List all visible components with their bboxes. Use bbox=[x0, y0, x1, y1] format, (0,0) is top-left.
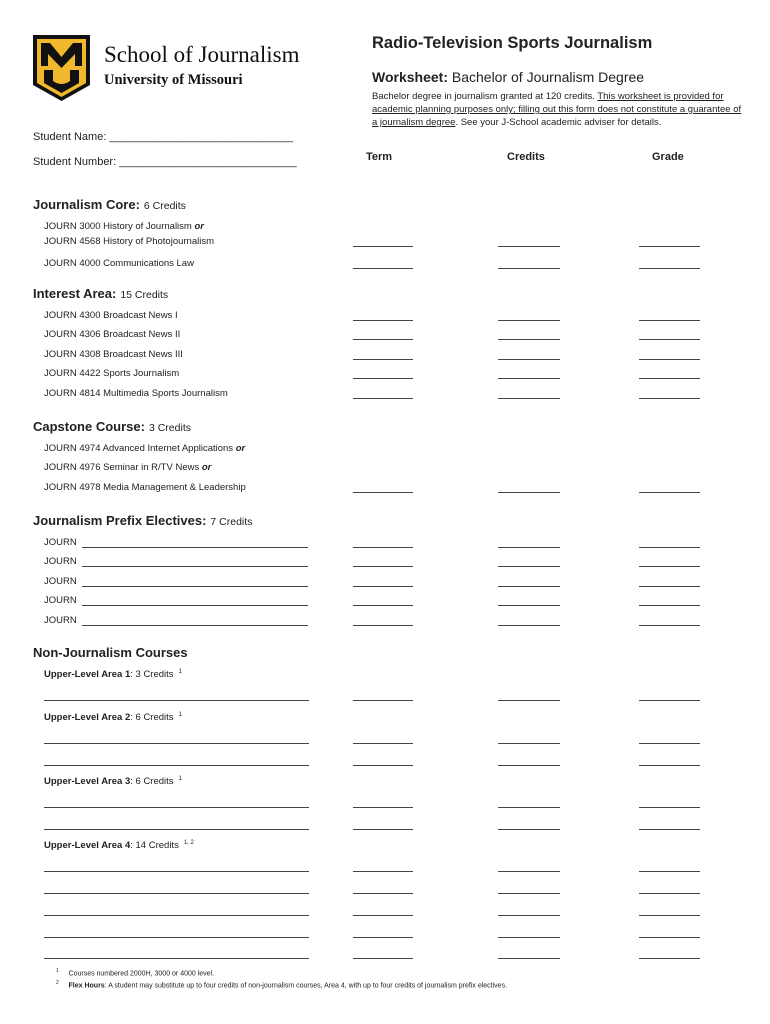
course-row: JOURN 4300 Broadcast News I bbox=[44, 310, 178, 321]
term-blank[interactable] bbox=[353, 605, 413, 606]
grade-blank[interactable] bbox=[639, 700, 700, 701]
course-row: JOURN 4308 Broadcast News III bbox=[44, 349, 183, 360]
mizzou-logo bbox=[33, 35, 90, 101]
area-2-label bbox=[44, 712, 182, 723]
journ-blank[interactable] bbox=[82, 605, 308, 606]
grade-blank[interactable] bbox=[639, 743, 700, 744]
term-blank[interactable] bbox=[353, 398, 413, 399]
grade-blank[interactable] bbox=[639, 937, 700, 938]
term-blank[interactable] bbox=[353, 566, 413, 567]
course-name-blank[interactable] bbox=[44, 937, 309, 938]
area-1-label bbox=[44, 669, 182, 680]
course-row: JOURN 4306 Broadcast News II bbox=[44, 329, 181, 340]
grade-blank[interactable] bbox=[639, 958, 700, 959]
section-credits: 7 Credits bbox=[210, 516, 253, 528]
elective-label: JOURN bbox=[44, 537, 77, 548]
course-name: JOURN 3000 History of Journalism bbox=[44, 221, 192, 232]
course-row bbox=[44, 462, 211, 473]
credits-blank[interactable] bbox=[498, 492, 560, 493]
grade-blank[interactable] bbox=[639, 605, 700, 606]
note-tail: . See your J-School academic adviser for details. bbox=[455, 117, 662, 128]
course-name-blank[interactable] bbox=[44, 915, 309, 916]
footnote-ref: 1 bbox=[178, 669, 182, 675]
course-name-blank[interactable] bbox=[44, 765, 309, 766]
footnote-number: 2 bbox=[56, 980, 59, 986]
journ-blank[interactable] bbox=[82, 547, 308, 548]
worksheet-degree: Bachelor of Journalism Degree bbox=[451, 69, 645, 85]
credits-blank[interactable] bbox=[498, 893, 560, 894]
grade-blank[interactable] bbox=[639, 268, 700, 269]
column-credits: Credits bbox=[507, 151, 545, 163]
credits-blank[interactable] bbox=[498, 586, 560, 587]
grade-blank[interactable] bbox=[639, 871, 700, 872]
grade-blank[interactable] bbox=[639, 246, 700, 247]
footnote-text: Courses numbered 2000H, 3000 or 4000 level. bbox=[68, 970, 215, 978]
credits-blank[interactable] bbox=[498, 339, 560, 340]
journ-blank[interactable] bbox=[82, 566, 308, 567]
credits-blank[interactable] bbox=[498, 807, 560, 808]
section-title: Interest Area: bbox=[33, 286, 117, 301]
course-name-blank[interactable] bbox=[44, 829, 309, 830]
grade-blank[interactable] bbox=[639, 339, 700, 340]
credits-blank[interactable] bbox=[498, 547, 560, 548]
column-grade: Grade bbox=[652, 151, 684, 163]
grade-blank[interactable] bbox=[639, 625, 700, 626]
area-credits: : 6 Credits bbox=[130, 712, 174, 724]
grade-blank[interactable] bbox=[639, 829, 700, 830]
term-blank[interactable] bbox=[353, 268, 413, 269]
grade-blank[interactable] bbox=[639, 547, 700, 548]
grade-blank[interactable] bbox=[639, 586, 700, 587]
university-name: University of Missouri bbox=[104, 72, 243, 88]
section-non-journalism: Non-Journalism Courses bbox=[33, 645, 188, 660]
course-name-blank[interactable] bbox=[44, 958, 309, 959]
area-label: Upper-Level Area 4 bbox=[44, 840, 131, 852]
journ-blank[interactable] bbox=[82, 586, 308, 587]
grade-blank[interactable] bbox=[639, 378, 700, 379]
section-interest-area bbox=[33, 286, 168, 301]
worksheet-label: Worksheet: bbox=[372, 69, 448, 85]
course-row: JOURN 4978 Media Management & Leadership bbox=[44, 482, 246, 493]
term-blank[interactable] bbox=[353, 246, 413, 247]
course-row bbox=[44, 443, 245, 454]
credits-blank[interactable] bbox=[498, 915, 560, 916]
course-name: JOURN 4976 Seminar in R/TV News bbox=[44, 462, 200, 473]
course-row: JOURN 4422 Sports Journalism bbox=[44, 368, 180, 379]
term-blank[interactable] bbox=[353, 958, 413, 959]
section-credits: 15 Credits bbox=[120, 289, 169, 301]
grade-blank[interactable] bbox=[639, 566, 700, 567]
elective-label: JOURN bbox=[44, 556, 77, 567]
section-credits: 3 Credits bbox=[148, 422, 191, 434]
footnote-text: : A student may substitute up to four credits of non-journalism courses, Area 4, with up to four credits of journalism prefix electives. bbox=[104, 982, 508, 990]
credits-blank[interactable] bbox=[498, 320, 560, 321]
term-blank[interactable] bbox=[353, 492, 413, 493]
term-blank[interactable] bbox=[353, 871, 413, 872]
grade-blank[interactable] bbox=[639, 893, 700, 894]
grade-blank[interactable] bbox=[639, 765, 700, 766]
area-credits: : 14 Credits bbox=[130, 840, 179, 852]
section-title: Journalism Core: bbox=[33, 197, 140, 212]
area-label: Upper-Level Area 1 bbox=[44, 669, 131, 681]
grade-blank[interactable] bbox=[639, 320, 700, 321]
elective-label: JOURN bbox=[44, 615, 77, 626]
credits-blank[interactable] bbox=[498, 398, 560, 399]
section-capstone bbox=[33, 419, 191, 434]
area-credits: : 3 Credits bbox=[130, 669, 174, 681]
section-electives bbox=[33, 513, 252, 528]
credits-blank[interactable] bbox=[498, 765, 560, 766]
term-blank[interactable] bbox=[353, 700, 413, 701]
course-name-blank[interactable] bbox=[44, 871, 309, 872]
student-number-field[interactable]: Student Number: _____________________________ bbox=[33, 156, 297, 168]
footnote-2 bbox=[56, 980, 507, 989]
term-blank[interactable] bbox=[353, 937, 413, 938]
journ-blank[interactable] bbox=[82, 625, 308, 626]
term-blank[interactable] bbox=[353, 915, 413, 916]
or-label: or bbox=[201, 462, 212, 473]
school-name: School of Journalism bbox=[104, 42, 300, 67]
credits-blank[interactable] bbox=[498, 359, 560, 360]
note-underlined: This worksheet is provided for academic planning purposes only; filling out this form does not constitute a guarantee of a journalism degree bbox=[372, 91, 742, 128]
area-4-label bbox=[44, 840, 194, 851]
term-blank[interactable] bbox=[353, 359, 413, 360]
term-blank[interactable] bbox=[353, 625, 413, 626]
credits-blank[interactable] bbox=[498, 829, 560, 830]
footnote-ref: 1, 2 bbox=[183, 840, 194, 846]
elective-label: JOURN bbox=[44, 595, 77, 606]
term-blank[interactable] bbox=[353, 765, 413, 766]
credits-blank[interactable] bbox=[498, 743, 560, 744]
grade-blank[interactable] bbox=[639, 398, 700, 399]
column-term: Term bbox=[366, 151, 393, 163]
grade-blank[interactable] bbox=[639, 359, 700, 360]
program-title: Radio-Television Sports Journalism bbox=[372, 34, 653, 52]
course-row bbox=[44, 221, 204, 232]
term-blank[interactable] bbox=[353, 743, 413, 744]
course-name: JOURN 4974 Advanced Internet Applications bbox=[44, 443, 234, 454]
term-blank[interactable] bbox=[353, 893, 413, 894]
credits-blank[interactable] bbox=[498, 871, 560, 872]
area-label: Upper-Level Area 2 bbox=[44, 712, 131, 724]
course-name-blank[interactable] bbox=[44, 743, 309, 744]
worksheet-title bbox=[372, 69, 644, 85]
section-credits: 6 Credits bbox=[143, 200, 186, 212]
credits-blank[interactable] bbox=[498, 958, 560, 959]
term-blank[interactable] bbox=[353, 320, 413, 321]
section-journalism-core bbox=[33, 197, 186, 212]
area-3-label bbox=[44, 776, 182, 787]
course-name-blank[interactable] bbox=[44, 807, 309, 808]
term-blank[interactable] bbox=[353, 829, 413, 830]
grade-blank[interactable] bbox=[639, 807, 700, 808]
course-name-blank[interactable] bbox=[44, 893, 309, 894]
grade-blank[interactable] bbox=[639, 915, 700, 916]
course-row: JOURN 4568 History of Photojournalism bbox=[44, 236, 215, 247]
or-label: or bbox=[235, 443, 246, 454]
footnote-1 bbox=[56, 968, 214, 977]
credits-blank[interactable] bbox=[498, 700, 560, 701]
credits-blank[interactable] bbox=[498, 937, 560, 938]
area-label: Upper-Level Area 3 bbox=[44, 776, 131, 788]
credits-blank[interactable] bbox=[498, 268, 560, 269]
course-row: JOURN 4000 Communications Law bbox=[44, 258, 194, 269]
term-blank[interactable] bbox=[353, 807, 413, 808]
credits-blank[interactable] bbox=[498, 566, 560, 567]
section-title: Capstone Course: bbox=[33, 419, 145, 434]
term-blank[interactable] bbox=[353, 586, 413, 587]
or-label: or bbox=[194, 221, 204, 232]
grade-blank[interactable] bbox=[639, 492, 700, 493]
footnote-ref: 1 bbox=[178, 712, 182, 718]
credits-blank[interactable] bbox=[498, 246, 560, 247]
footnote-number: 1 bbox=[56, 968, 59, 974]
note-plain: Bachelor degree in journalism granted at 120 credits. bbox=[372, 91, 598, 102]
term-blank[interactable] bbox=[353, 378, 413, 379]
area-credits: : 6 Credits bbox=[130, 776, 174, 788]
course-row: JOURN 4814 Multimedia Sports Journalism bbox=[44, 388, 228, 399]
footnote-bold: Flex Hours bbox=[68, 982, 105, 990]
worksheet-note bbox=[372, 90, 742, 129]
term-blank[interactable] bbox=[353, 547, 413, 548]
credits-blank[interactable] bbox=[498, 625, 560, 626]
section-title: Journalism Prefix Electives: bbox=[33, 513, 207, 528]
elective-label: JOURN bbox=[44, 576, 77, 587]
footnote-ref: 1 bbox=[178, 776, 182, 782]
credits-blank[interactable] bbox=[498, 378, 560, 379]
student-name-field[interactable]: Student Name: ______________________________ bbox=[33, 131, 293, 143]
term-blank[interactable] bbox=[353, 339, 413, 340]
credits-blank[interactable] bbox=[498, 605, 560, 606]
course-name-blank[interactable] bbox=[44, 700, 309, 701]
